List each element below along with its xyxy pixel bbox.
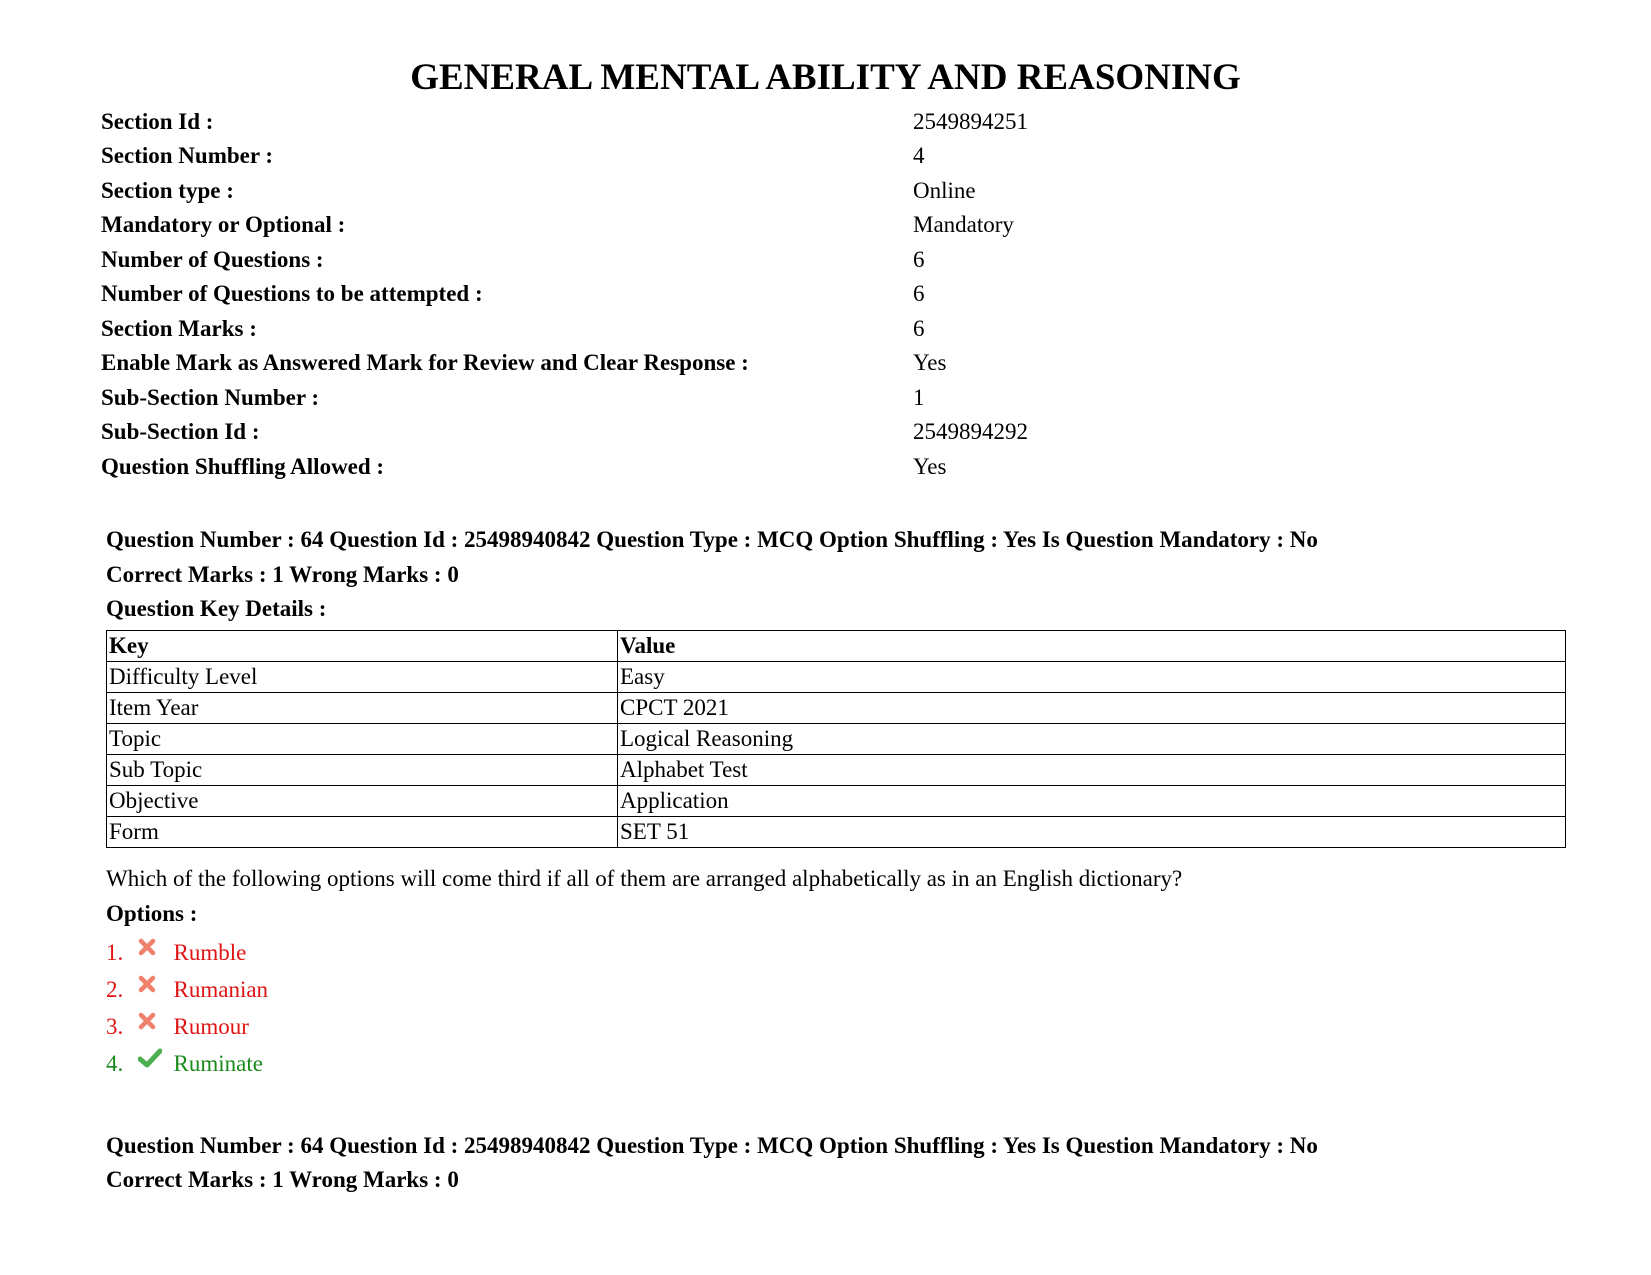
meta-key: Question Shuffling Allowed : (101, 454, 385, 479)
table-cell-value: Logical Reasoning (618, 724, 1566, 755)
meta-key: Number of Questions to be attempted : (101, 281, 483, 306)
question-header: Question Number : 64 Question Id : 25498940842 Question Type : MCQ Option Shuffling : Yes Is Question Mandatory : No (106, 1133, 1318, 1158)
meta-key: Section Marks : (101, 316, 257, 341)
meta-key: Number of Questions : (101, 247, 324, 272)
table-cell-key: Topic (107, 724, 618, 755)
question-marks: Correct Marks : 1 Wrong Marks : 0 (106, 1167, 459, 1192)
table-cell-value: SET 51 (618, 817, 1566, 848)
option-label: Rumanian (173, 977, 269, 1002)
options-label: Options : (106, 901, 198, 926)
question-key-table (106, 630, 1566, 848)
option-number: 3. (106, 1014, 124, 1039)
table-row (107, 662, 1566, 693)
option-1 (106, 937, 246, 969)
option-number: 2. (106, 977, 124, 1002)
meta-key: Section Id : (101, 109, 214, 134)
question-marks: Correct Marks : 1 Wrong Marks : 0 (106, 562, 459, 587)
meta-value: Online (913, 178, 976, 203)
option-label: Rumble (173, 940, 247, 965)
meta-value: Yes (913, 454, 947, 479)
table-row (107, 724, 1566, 755)
table-cell-value: Easy (618, 662, 1566, 693)
option-number: 1. (106, 940, 124, 965)
table-header-value: Value (618, 631, 1566, 662)
option-2 (106, 974, 268, 1006)
table-cell-value: Application (618, 786, 1566, 817)
table-cell-key: Form (107, 817, 618, 848)
meta-value: 6 (913, 316, 925, 341)
meta-key: Sub-Section Id : (101, 419, 260, 444)
table-cell-key: Sub Topic (107, 755, 618, 786)
table-header-row (107, 631, 1566, 662)
meta-key: Mandatory or Optional : (101, 212, 346, 237)
meta-value: 6 (913, 281, 925, 306)
table-row (107, 693, 1566, 724)
meta-value: 4 (913, 143, 925, 168)
meta-value: 6 (913, 247, 925, 272)
table-header-key: Key (107, 631, 618, 662)
table-cell-key: Objective (107, 786, 618, 817)
meta-value: 2549894251 (913, 109, 1028, 134)
table-cell-key: Item Year (107, 693, 618, 724)
cross-icon (138, 929, 168, 961)
check-icon (138, 1040, 168, 1072)
table-row (107, 786, 1566, 817)
option-3 (106, 1011, 249, 1043)
option-label: Rumour (173, 1014, 249, 1039)
meta-value: Mandatory (913, 212, 1014, 237)
table-row (107, 817, 1566, 848)
cross-icon (138, 966, 168, 998)
option-number: 4. (106, 1051, 124, 1076)
option-4 (106, 1048, 263, 1080)
table-cell-key: Difficulty Level (107, 662, 618, 693)
meta-value: Yes (913, 350, 947, 375)
page-title: GENERAL MENTAL ABILITY AND REASONING (410, 57, 1241, 98)
table-cell-value: Alphabet Test (618, 755, 1566, 786)
meta-key: Section Number : (101, 143, 274, 168)
option-label: Ruminate (173, 1051, 263, 1076)
meta-value: 2549894292 (913, 419, 1028, 444)
question-text: Which of the following options will come third if all of them are arranged alphabetically as in an English dictionary? (106, 866, 1183, 891)
question-header: Question Number : 64 Question Id : 25498940842 Question Type : MCQ Option Shuffling : Yes Is Question Mandatory : No (106, 527, 1318, 552)
question-key-details-label: Question Key Details : (106, 596, 327, 621)
meta-key: Section type : (101, 178, 234, 203)
meta-value: 1 (913, 385, 925, 410)
meta-key: Enable Mark as Answered Mark for Review and Clear Response : (101, 350, 749, 375)
meta-key: Sub-Section Number : (101, 385, 320, 410)
cross-icon (138, 1003, 168, 1035)
table-cell-value: CPCT 2021 (618, 693, 1566, 724)
table-row (107, 755, 1566, 786)
